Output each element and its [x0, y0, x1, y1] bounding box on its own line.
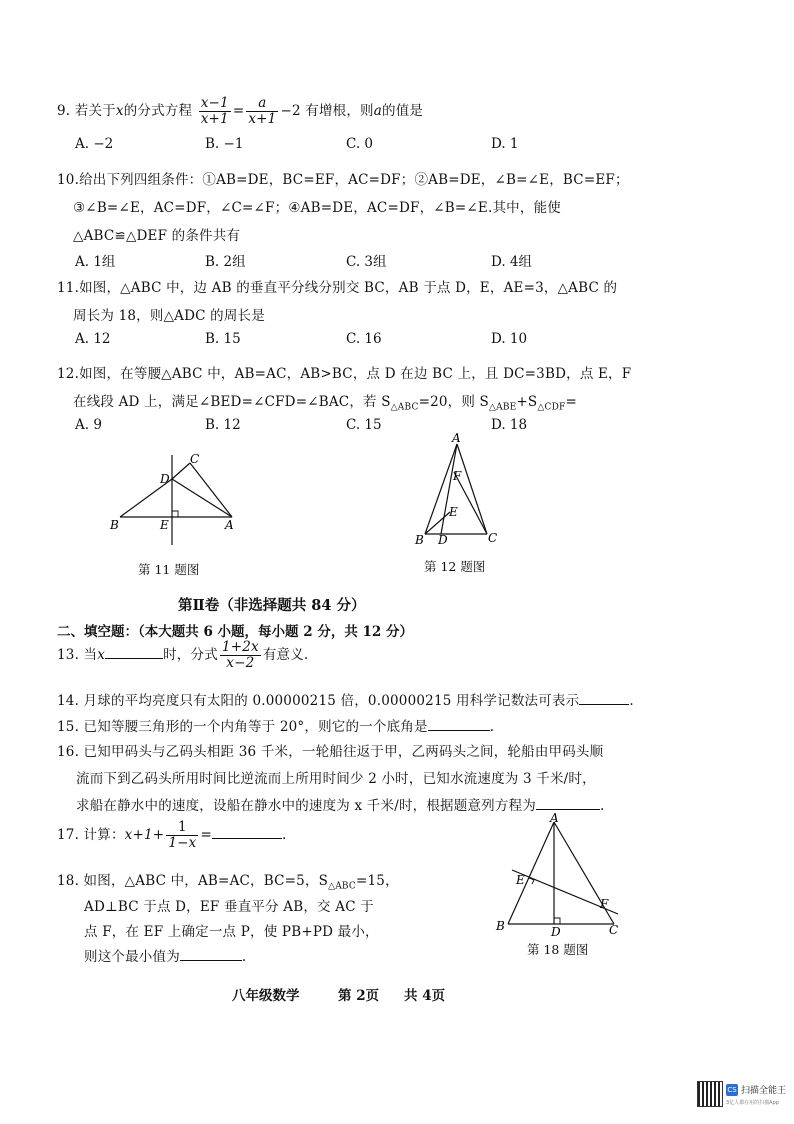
fig18-caption: 第 18 题图	[527, 942, 589, 957]
fill-in-heading: 二、填空题：（本大题共 6 小题，每小题 2 分，共 12 分）	[57, 624, 414, 640]
q16-line3: 求船在静水中的速度，设船在静水中的速度为 x 千米/时，根据题意列方程为 .	[76, 798, 605, 814]
q9-lhs-fraction: $\frac{x-1}{x+1}$	[200, 95, 229, 127]
question-14: 14. 月球的平均亮度只有太阳的 0.00000215 倍，0.00000215 用科学记数法可表示 .	[57, 693, 634, 709]
fig18-label-c: C	[609, 923, 619, 937]
q11-line1: 11.如图，△ABC 中，边 AB 的垂直平分线分别交 BC，AB 于点 D，E，AE=3，△ABC 的	[57, 280, 618, 296]
q9-option-b: B. −1	[205, 136, 244, 152]
fig11-segment-da	[172, 479, 232, 517]
fig12-label-a: A	[452, 432, 461, 445]
fig11-label-e: E	[160, 518, 169, 532]
q11-option-b: B. 15	[205, 331, 241, 347]
fig18-label-a: A	[550, 812, 559, 825]
q14-blank[interactable]	[579, 692, 629, 705]
q9-option-c: C. 0	[346, 136, 374, 152]
q12-option-a: A. 9	[75, 417, 102, 433]
q10-option-c: C. 3组	[346, 254, 387, 270]
fig18-label-b: B	[496, 919, 505, 933]
fig18-label-f: F	[600, 897, 609, 911]
q18-line1: 18. 如图，△ABC 中，AB=AC，BC=5，$S_{\triangle ABC}=15$，	[57, 873, 399, 892]
q9-option-d: D. 1	[491, 136, 519, 152]
q16-blank[interactable]	[536, 797, 600, 810]
question-9: 9. 若关于x的分式方程 $\frac{x-1}{x+1}$ = $\frac{a}{x+1}$ −2 有增根，则a的值是	[57, 95, 424, 127]
fig11-caption: 第 11 题图	[138, 562, 200, 577]
fig18-segment-ab	[508, 822, 554, 924]
fig12-label-f: F	[453, 469, 462, 483]
camscanner-brand: 扫描全能王	[741, 1086, 787, 1096]
fig18-label-e: E	[516, 873, 525, 887]
q18-line4: 则这个最小值为 .	[84, 949, 247, 965]
q12-option-c: C. 15	[346, 417, 382, 433]
section-2-title: 第Ⅱ卷（非选择题共 84 分）	[178, 597, 366, 614]
fig11-right-angle	[172, 511, 178, 517]
q10-line1: 10.给出下列四组条件：①AB=DE，BC=EF，AC=DF；②AB=DE，∠B=∠E，BC=EF；	[57, 172, 629, 188]
fig12-segment-ac	[457, 444, 487, 534]
question-15: 15. 已知等腰三角形的一个内角等于 20°，则它的一个底角是 .	[57, 719, 495, 735]
figure-11	[100, 445, 260, 555]
q12-line1: 12.如图，在等腰△ABC 中，AB=AC，AB>BC，点 D 在边 BC 上，且 DC=3BD，点 E，F	[57, 366, 632, 382]
fig18-right-angle-d	[554, 918, 560, 924]
fig11-label-c: C	[190, 452, 200, 466]
q16-line2: 流而下到乙码头所用时间比逆流而上所用时间少 2 小时，已知水流速度为 3 千米/时，	[76, 771, 596, 787]
q18-line3: 点 F，在 EF 上确定一点 P，使 PB+PD 最小，	[84, 924, 379, 940]
q12-line2: 在线段 AD 上，满足∠BED=∠CFD=∠BAC，若 $S_{\triangle ABC}=20$，则 $S_{\triangle ABE}+S_{\triangle CDF}=$	[73, 394, 577, 413]
figure-12	[405, 432, 505, 550]
q17-blank[interactable]	[212, 826, 282, 839]
figure-18	[492, 812, 632, 938]
q12-option-d: D. 18	[491, 417, 528, 433]
fig12-caption: 第 12 题图	[424, 559, 486, 574]
fig12-label-d: D	[438, 533, 448, 547]
q15-blank[interactable]	[428, 718, 490, 731]
q11-option-a: A. 12	[75, 331, 111, 347]
fig18-label-d: D	[551, 925, 561, 938]
fig11-segment-dc	[172, 463, 190, 479]
q11-line2: 周长为 18，则△ADC 的周长是	[73, 308, 265, 324]
q9-rhs-fraction: $\frac{a}{x+1}$	[248, 95, 277, 127]
q9-option-a: A. −2	[75, 136, 114, 152]
q18-blank[interactable]	[180, 948, 242, 961]
q10-line3: △ABC≌△DEF 的条件共有	[73, 228, 241, 244]
q16-line1: 16. 已知甲码头与乙码头相距 36 千米，一轮船往返于甲，乙两码头之间，轮船由甲码头顺	[57, 744, 604, 760]
q11-option-c: C. 16	[346, 331, 382, 347]
q10-line2: ③∠B=∠E，AC=DF，∠C=∠F；④AB=DE，AC=DF，∠B=∠E.其中，能使	[73, 200, 561, 216]
fig11-label-a: A	[225, 518, 234, 532]
q18-line2: AD⊥BC 于点 D，EF 垂直平分 AB，交 AC 于	[84, 899, 374, 915]
q12-option-b: B. 12	[205, 417, 241, 433]
fig12-label-c: C	[488, 531, 498, 545]
qr-code-icon	[697, 1081, 723, 1107]
footer-subject: 八年级数学	[232, 988, 300, 1004]
q11-option-d: D. 10	[491, 331, 528, 347]
fig11-label-d: D	[160, 472, 170, 486]
q10-option-d: D. 4组	[491, 254, 533, 270]
q10-option-b: B. 2组	[205, 254, 246, 270]
fig12-label-e: E	[449, 505, 458, 519]
fig11-segment-ca	[190, 463, 232, 517]
q17-fraction: $\frac{1}{1-x}$	[168, 819, 197, 851]
camscanner-logo-icon: CS	[727, 1086, 737, 1094]
question-13: 13. 当x 时，分式 $\frac{1+2x}{x-2}$ 有意义.	[57, 639, 309, 671]
fig11-label-b: B	[110, 518, 119, 532]
q10-option-a: A. 1组	[75, 254, 116, 270]
camscanner-tagline: 3亿人都在用的扫描App	[726, 1100, 779, 1106]
question-17: 17. 计算：x+1+ $\frac{1}{1-x}$ = .	[57, 819, 287, 851]
q13-fraction: $\frac{1+2x}{x-2}$	[221, 639, 259, 671]
fig12-segment-ad	[441, 444, 457, 534]
footer-page: 第 2页	[338, 988, 380, 1004]
footer-total: 共 4页	[404, 988, 446, 1004]
fig12-label-b: B	[415, 533, 424, 547]
q13-blank[interactable]	[105, 646, 163, 659]
